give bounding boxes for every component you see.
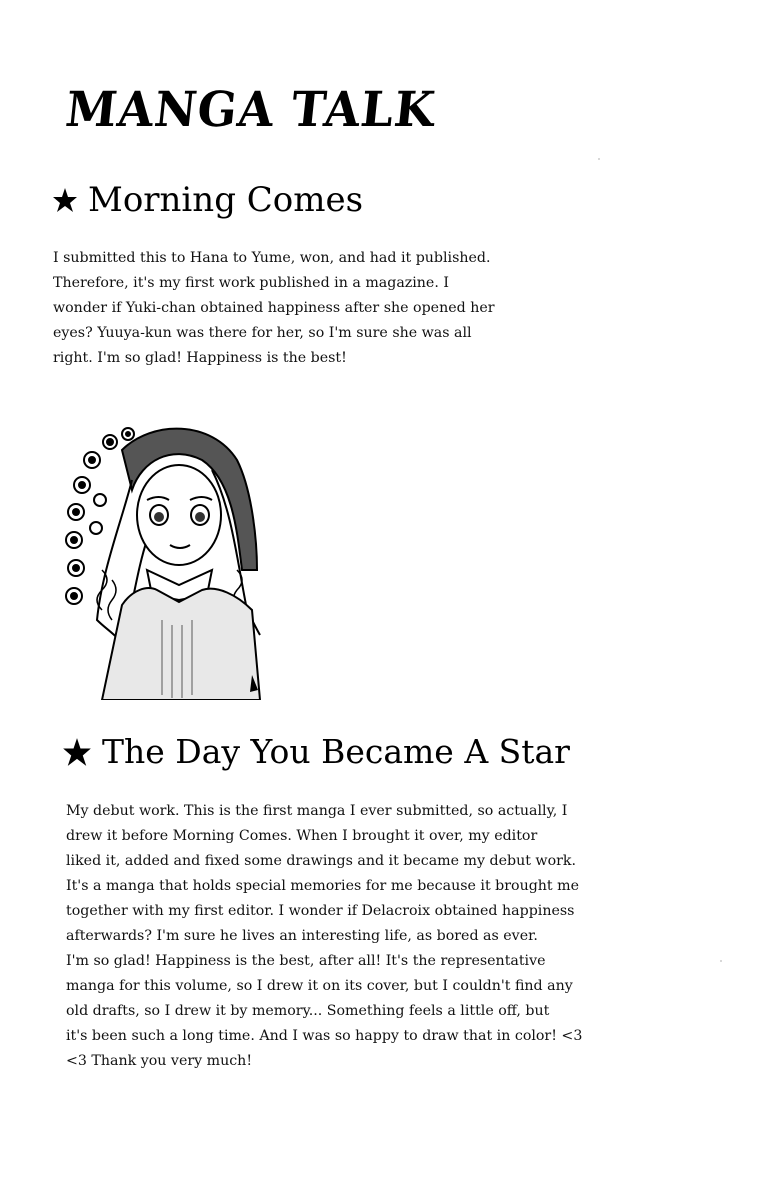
body-line: wonder if Yuki-chan obtained happiness after she opened her xyxy=(53,300,495,316)
body-line: manga for this volume, so I drew it on its cover, but I couldn't find any xyxy=(66,978,573,994)
body-line: old drafts, so I drew it by memory... Something feels a little off, but xyxy=(66,1003,550,1019)
page-title: MANGA TALK xyxy=(63,80,439,138)
body-line: I submitted this to Hana to Yume, won, and had it published. xyxy=(53,250,491,266)
section-heading-morning-comes xyxy=(52,180,363,220)
body-line: it's been such a long time. And I was so happy to draw that in color! <3 xyxy=(66,1028,583,1044)
paper-speck xyxy=(720,960,722,962)
body-line: My debut work. This is the first manga I ever submitted, so actually, I xyxy=(66,803,568,819)
body-line: drew it before Morning Comes. When I brought it over, my editor xyxy=(66,828,538,844)
body-line: It's a manga that holds special memories for me because it brought me xyxy=(66,878,579,894)
character-illustration xyxy=(62,420,262,700)
star-icon xyxy=(62,737,92,767)
section-heading-text: Morning Comes xyxy=(88,180,364,220)
shirt xyxy=(102,588,260,700)
body-line: liked it, added and fixed some drawings and it became my debut work. xyxy=(66,853,577,869)
body-line: Therefore, it's my first work published in a magazine. I xyxy=(53,275,449,291)
section-heading-text: The Day You Became A Star xyxy=(102,732,570,771)
body-line: <3 Thank you very much! xyxy=(66,1053,253,1069)
body-line: eyes? Yuuya-kun was there for her, so I'm sure she was all xyxy=(53,325,472,341)
body-line: I'm so glad! Happiness is the best, after all! It's the representative xyxy=(66,953,546,969)
paper-speck xyxy=(598,158,600,160)
section-heading-the-day-you-became-a-star xyxy=(62,732,570,771)
section-body-morning-comes xyxy=(53,246,495,371)
star-icon xyxy=(52,187,78,213)
body-line: together with my first editor. I wonder if Delacroix obtained happiness xyxy=(66,903,575,919)
body-line: afterwards? I'm sure he lives an interesting life, as bored as ever. xyxy=(66,928,538,944)
section-body-the-day-you-became-a-star xyxy=(66,799,583,1074)
body-line: right. I'm so glad! Happiness is the best! xyxy=(53,350,347,366)
